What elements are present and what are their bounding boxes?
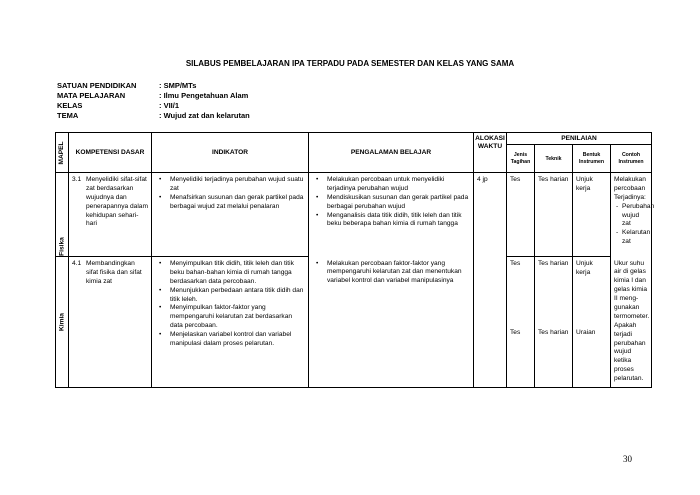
meta-label: TEMA [57,111,79,120]
meta-label: KELAS [57,101,83,110]
kd-cell: 3.1 Menyelidiki sifat-sifat zat berdasarkan wujudnya dan penerapannya dalam kehidupan sehari-hari [69,173,152,257]
page-number: 30 [623,454,632,464]
jenis-cell: Tes [507,173,535,257]
indikator-cell [152,257,309,388]
header-pengalaman-belajar: PENGALAMAN BELAJAR [309,133,474,173]
meta-value: : Ilmu Pengetahuan Alam [159,91,249,100]
list-item: • Menyelidiki terjadinya perubahan wujud suatu zat [155,176,305,194]
list-item: • Menyimpulkan titik didih, titik leleh dan titik beku bahan-bahan kimia di rumah tangga berdasarkan data percobaan. [155,260,305,287]
header-mapel: MAPEL [56,133,69,173]
mapel-cell: Fisika [56,173,69,257]
list-item: • Menafsirkan susunan dan gerak partikel pada berbagai wujud zat melalui penalaran [155,194,305,212]
list-item: - Kelarutan zat [614,229,648,247]
kd-cell: 4.1 Membandingkan sifat fisika dan sifat kimia zat [69,257,152,388]
header-contoh-instrumen: Contoh Instrumen [611,145,652,173]
header-kompetensi-dasar: KOMPETENSI DASAR [69,133,152,173]
table-row [56,173,652,257]
pengalaman-cell [309,173,474,257]
contoh-cell: Melakukan percobaan Terjadinya: - Perubahan wujud zat - Kelarutan zat [611,173,652,257]
indikator-cell [152,173,309,257]
jenis-cell: Tes Tes [507,257,535,388]
header-bentuk-instrumen: Bentuk Instrumen [573,145,611,173]
pengalaman-cell [309,257,474,388]
list-item: - Perubahan wujud zat [614,203,648,230]
list-item: • Menyimpulkan faktor-faktor yang mempengaruhi kelarutan zat berdasarkan data percobaan. [155,304,305,331]
header-alokasi-waktu: ALOKASI WAKTU [474,133,507,173]
list-item: • Menjelaskan variabel kontrol dan variabel manipulasi dalam proses pelarutan. [155,331,305,349]
list-item: • Mendiskusikan susunan dan gerak partikel pada berbagai perubahan wujud [312,194,470,212]
header-indikator: INDIKATOR [152,133,309,173]
teknik-cell: Tes harian [535,173,573,257]
alokasi-cell: 4 jp [474,173,507,257]
meta-value: : Wujud zat dan kelarutan [159,111,250,120]
header-teknik: Teknik [535,145,573,173]
header-jenis-tagihan: Jenis Tagihan [507,145,535,173]
header-penilaian: PENILAIAN [507,133,652,145]
list-item: • Menganalisis data titik didih, titik leleh dan titik beku beberapa bahan kimia di rumah tangga [312,212,470,230]
table-row [56,257,652,388]
document-title: SILABUS PEMBELAJARAN IPA TERPADU PADA SEMESTER DAN KELAS YANG SAMA [185,59,515,68]
meta-label: MATA PELAJARAN [57,91,126,100]
mapel-cell: Kimia [56,257,69,388]
contoh-cell: Ukur suhu air di gelas kimia I dan gelas kimia II meng-gunakan termometer. Apakah terjadi perubahan wujud ketika proses pelarutan. [611,257,652,388]
list-item: • Melakukan percobaan untuk menyelidiki terjadinya perubahan wujud [312,176,470,194]
bentuk-cell: Unjuk kerja Uraian [573,257,611,388]
meta-value: : SMP/MTs [159,81,197,90]
list-item: • Menunjukkan perbedaan antara titik didih dan titik leleh. [155,287,305,305]
bentuk-cell: Unjuk kerja [573,173,611,257]
list-item: • Melakukan percobaan faktor-faktor yang mempengaruhi kelarutan zat dan menentukan variabel kontrol dan variabel manipulasinya [312,260,470,287]
meta-value: : VII/1 [159,101,180,110]
teknik-cell: Tes harian Tes harian [535,257,573,388]
syllabus-table [55,132,655,388]
alokasi-cell [474,257,507,388]
meta-label: SATUAN PENDIDIKAN [57,81,137,90]
